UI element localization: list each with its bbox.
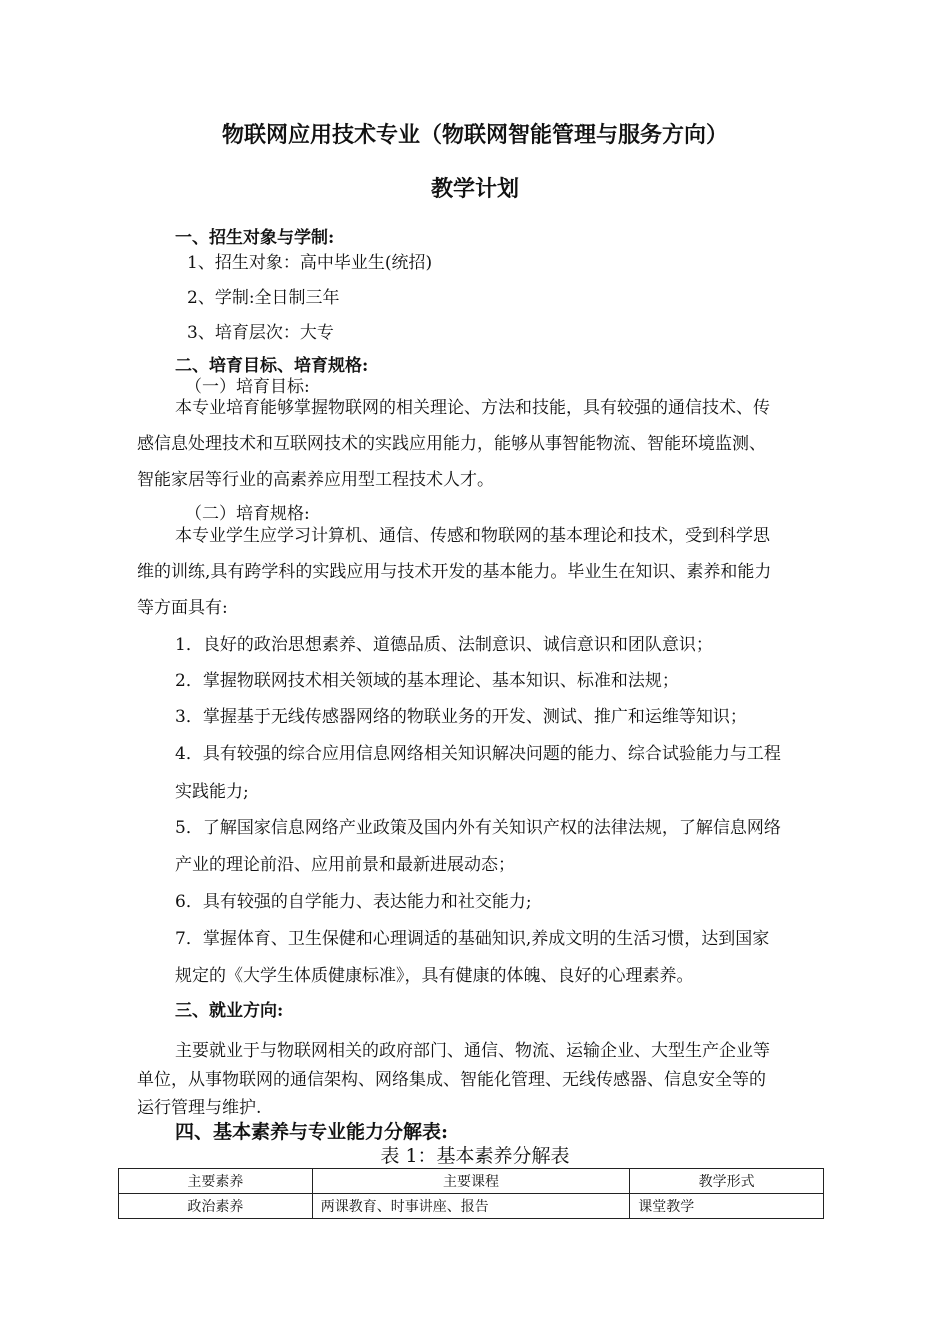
table-header-row xyxy=(119,1169,824,1194)
section-4-heading: 四、基本素养与专业能力分解表: xyxy=(175,1121,449,1143)
table-header-cell: 教学形式 xyxy=(630,1169,824,1194)
section-2-heading: 二、培育目标、培育规格: xyxy=(175,356,369,376)
paragraph-line: 本专业培育能够掌握物联网的相关理论、方法和技能，具有较强的通信技术、传 xyxy=(175,398,770,418)
paragraph-line: 等方面具有: xyxy=(137,598,228,618)
paragraph-line: 单位，从事物联网的通信架构、网络集成、智能化管理、无线传感器、信息安全等的 xyxy=(137,1070,766,1090)
list-item: 4．具有较强的综合应用信息网络相关知识解决问题的能力、综合试验能力与工程 xyxy=(175,744,781,764)
paragraph-line: 维的训练,具有跨学科的实践应用与技术开发的基本能力。毕业生在知识、素养和能力 xyxy=(137,562,772,582)
list-item: 3．掌握基于无线传感器网络的物联业务的开发、测试、推广和运维等知识； xyxy=(175,707,747,727)
paragraph-line: 运行管理与维护. xyxy=(137,1098,262,1118)
table-cell: 两课教育、时事讲座、报告 xyxy=(312,1194,630,1219)
table-header-cell: 主要课程 xyxy=(312,1169,630,1194)
list-item: 7．掌握体育、卫生保健和心理调适的基础知识,养成文明的生活习惯，达到国家 xyxy=(175,929,770,949)
basic-quality-table xyxy=(118,1168,824,1219)
s1-item: 1、招生对象：高中毕业生(统招) xyxy=(187,253,433,273)
paragraph-line: 感信息处理技术和互联网技术的实践应用能力，能够从事智能物流、智能环境监测、 xyxy=(137,434,766,454)
section-3-heading: 三、就业方向: xyxy=(175,1001,284,1021)
page-title: 物联网应用技术专业（物联网智能管理与服务方向） xyxy=(221,122,728,148)
list-item: 规定的《大学生体质健康标准》，具有健康的体魄、良好的心理素养。 xyxy=(175,966,694,986)
list-item: 实践能力; xyxy=(175,782,249,802)
list-item: 5．了解国家信息网络产业政策及国内外有关知识产权的法律法规，了解信息网络 xyxy=(175,818,781,838)
s1-item: 2、学制:全日制三年 xyxy=(187,288,340,308)
table-caption: 表 1：基本素养分解表 xyxy=(380,1145,570,1167)
table-cell: 课堂教学 xyxy=(630,1194,824,1219)
paragraph-line: 智能家居等行业的高素养应用型工程技术人才。 xyxy=(137,470,494,490)
list-item: 产业的理论前沿、应用前景和最新进展动态； xyxy=(175,855,515,875)
list-item: 6．具有较强的自学能力、表达能力和社交能力; xyxy=(175,892,532,912)
s1-item: 3、培育层次：大专 xyxy=(187,323,334,343)
section-1-heading: 一、招生对象与学制: xyxy=(175,228,335,248)
table-row xyxy=(119,1194,824,1219)
list-item: 1．良好的政治思想素养、道德品质、法制意识、诚信意识和团队意识； xyxy=(175,635,713,655)
paragraph-line: 本专业学生应学习计算机、通信、传感和物联网的基本理论和技术，受到科学思 xyxy=(175,526,770,546)
s2-subheading: （一）培育目标: xyxy=(185,377,310,397)
table-header-cell: 主要素养 xyxy=(119,1169,313,1194)
paragraph-line: 主要就业于与物联网相关的政府部门、通信、物流、运输企业、大型生产企业等 xyxy=(175,1041,770,1061)
s2-subheading: （二）培育规格: xyxy=(185,504,310,524)
page-subtitle: 教学计划 xyxy=(430,176,519,202)
list-item: 2．掌握物联网技术相关领域的基本理论、基本知识、标准和法规； xyxy=(175,671,679,691)
table-cell: 政治素养 xyxy=(119,1194,313,1219)
